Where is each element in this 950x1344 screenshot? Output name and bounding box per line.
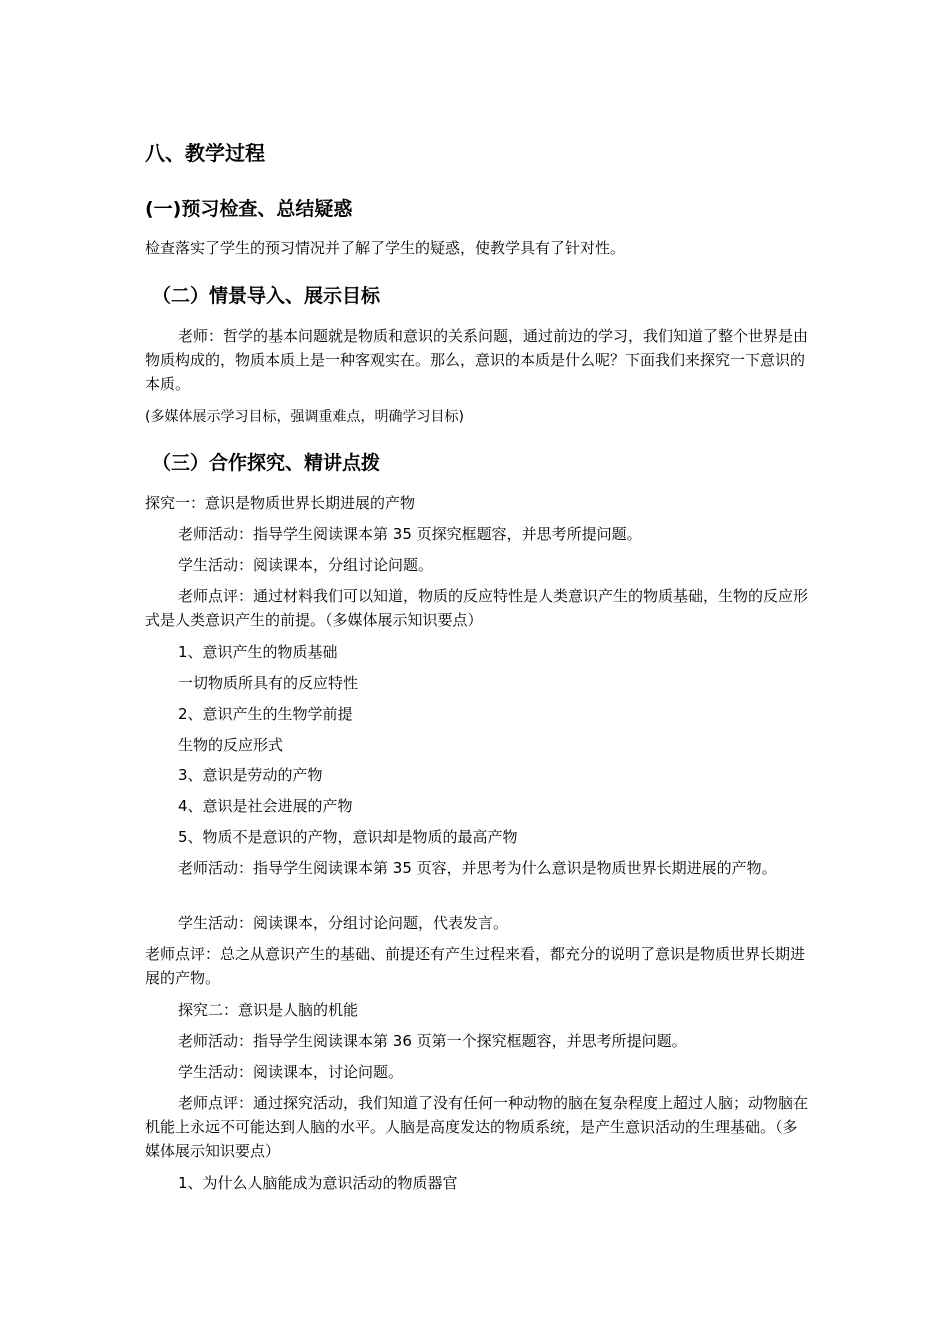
subsection-heading-preview-check: (一)预习检查、总结疑惑: [145, 198, 353, 220]
knowledge-point: 1、意识产生的物质基础: [178, 643, 338, 661]
inquiry-one-title: 探究一：意识是物质世界长期进展的产物: [145, 494, 416, 512]
subsection-heading-cooperative-inquiry: （三）合作探究、精讲点拨: [152, 452, 381, 474]
student-activity-3: 学生活动：阅读课本，讨论问题。: [178, 1063, 404, 1081]
paragraph-teacher-intro: 老师：哲学的基本问题就是物质和意识的关系问题，通过前边的学习，我们知道了整个世界是由物质构成的，物质本质上是一种客观实在。那么，意识的本质是什么呢？下面我们来探究一下意识的本质。: [145, 327, 809, 393]
student-activity-1: 学生活动：阅读课本，分组讨论问题。: [178, 556, 434, 574]
teacher-comment-3: 老师点评：通过探究活动，我们知道了没有任何一种动物的脑在复杂程度上超过人脑；动物脑在机能上永远不可能达到人脑的水平。人脑是高度发达的物质系统，是产生意识活动的生理基础。（多媒体展示知识要点）: [145, 1094, 809, 1160]
paragraph-preview-check: 检查落实了学生的预习情况并了解了学生的疑惑，使教学具有了针对性。: [145, 239, 626, 257]
student-activity-2: 学生活动：阅读课本，分组讨论问题，代表发言。: [178, 914, 509, 932]
teacher-comment-1: 老师点评：通过材料我们可以知道，物质的反应特性是人类意识产生的物质基础，生物的反应形式是人类意识产生的前提。（多媒体展示知识要点）: [145, 587, 809, 629]
subsection-heading-scenario-intro: （二）情景导入、展示目标: [152, 285, 381, 307]
teacher-activity-2: 老师活动：指导学生阅读课本第 35 页容，并思考为什么意识是物质世界长期进展的产物。: [178, 859, 777, 877]
knowledge-point: 1、为什么人脑能成为意识活动的物质器官: [178, 1174, 458, 1192]
knowledge-point: 生物的反应形式: [178, 736, 284, 754]
knowledge-point: 3、意识是劳动的产物: [178, 766, 323, 784]
note-media-goals: (多媒体展示学习目标，强调重难点，明确学习目标): [145, 409, 464, 425]
knowledge-point: 5、物质不是意识的产物，意识却是物质的最高产物: [178, 828, 518, 846]
knowledge-point: 一切物质所具有的反应特性: [178, 674, 359, 692]
section-heading-teaching-process: 八、教学过程: [145, 141, 265, 165]
teacher-activity-3: 老师活动：指导学生阅读课本第 36 页第一个探究框题容，并思考所提问题。: [178, 1032, 687, 1050]
teacher-comment-2: 老师点评：总之从意识产生的基础、前提还有产生过程来看，都充分的说明了意识是物质世界长期进展的产物。: [145, 945, 806, 987]
inquiry-two-title: 探究二：意识是人脑的机能: [178, 1001, 359, 1019]
teacher-activity-1: 老师活动：指导学生阅读课本第 35 页探究框题容，并思考所提问题。: [178, 525, 642, 543]
knowledge-point: 4、意识是社会进展的产物: [178, 797, 353, 815]
knowledge-point: 2、意识产生的生物学前提: [178, 705, 353, 723]
